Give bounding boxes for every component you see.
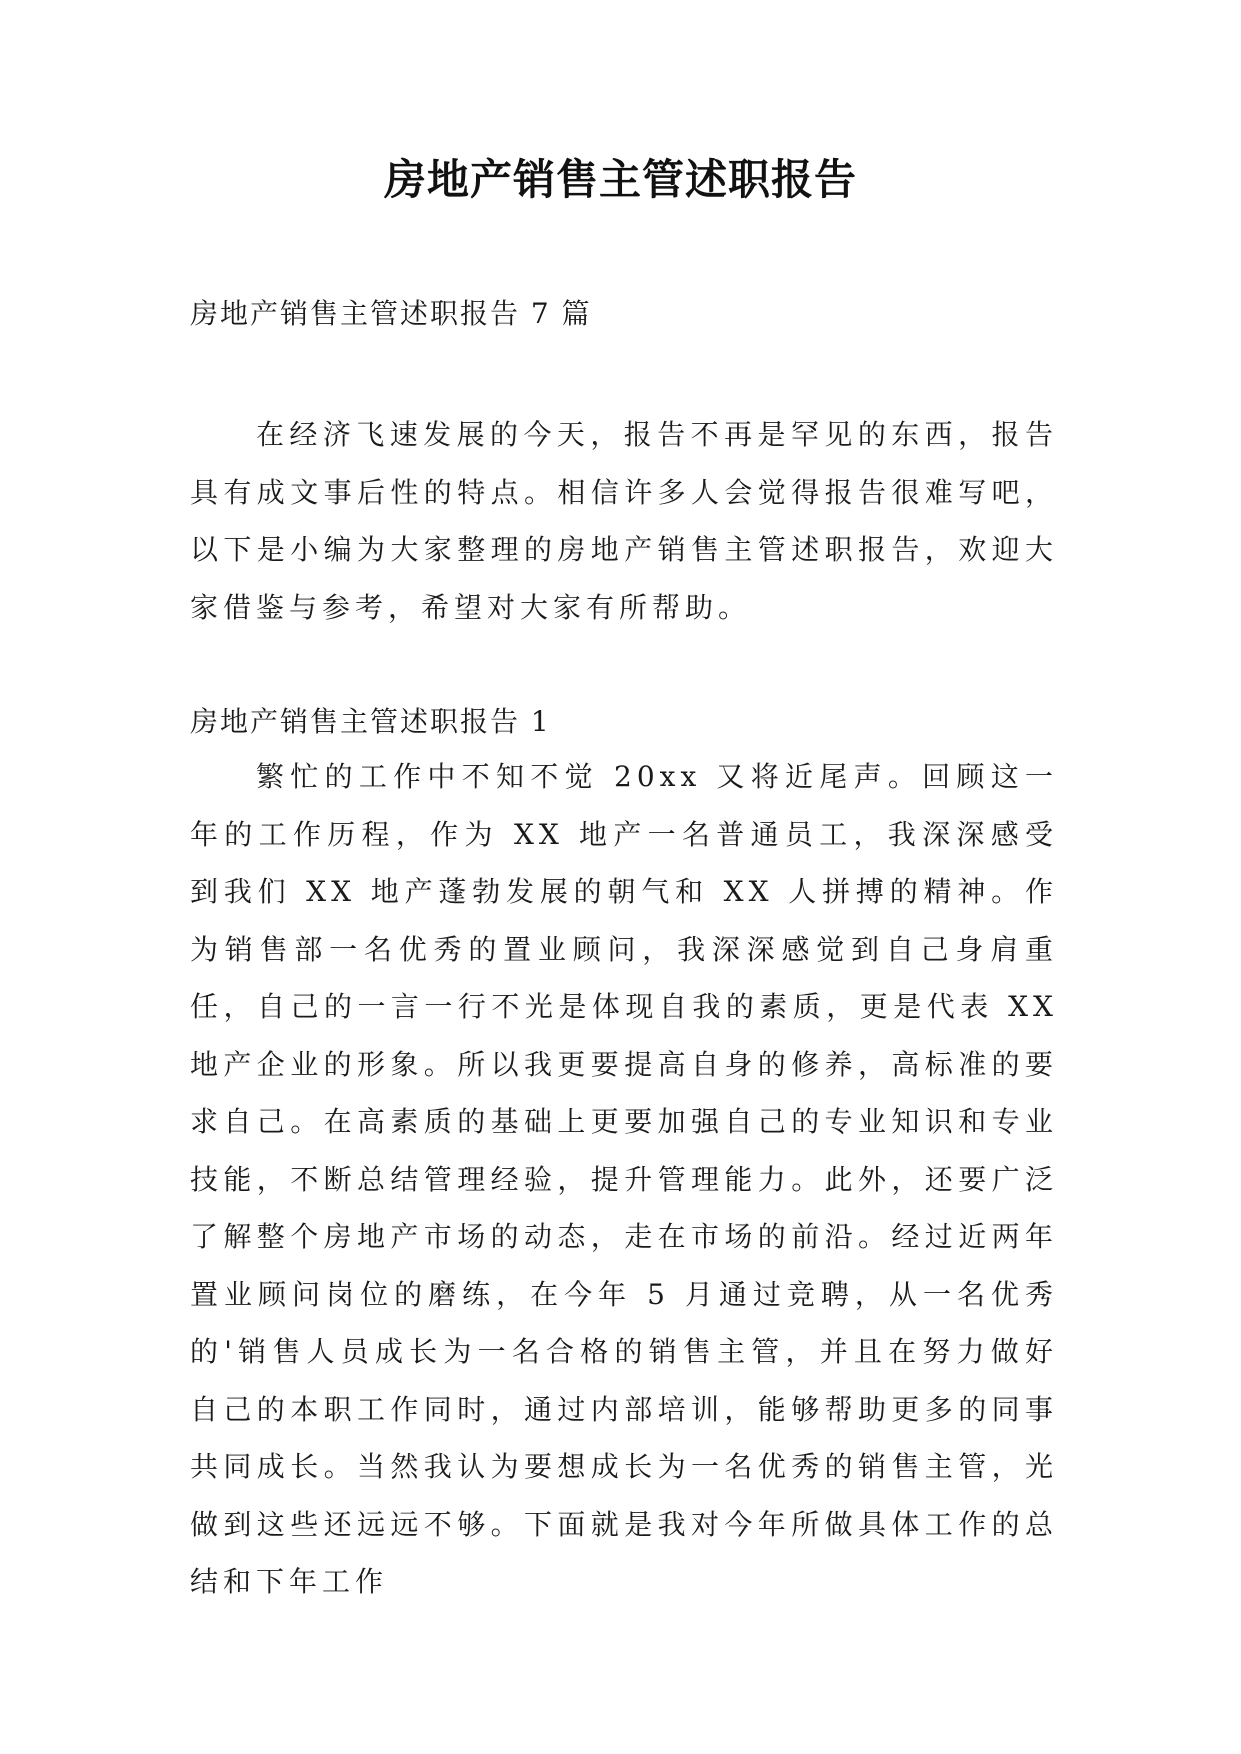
document-subtitle: 房地产销售主管述职报告 7 篇	[190, 297, 592, 330]
section-body-1: 繁忙的工作中不知不觉 20xx 又将近尾声。回顾这一年的工作历程，作为 XX 地产一名普通员工，我深深感受到我们 XX 地产蓬勃发展的朝气和 XX 人拼搏的精神。作为销售部一名优秀的置业顾问，我深深感觉到自己身肩重任，自己的一言一行不光是体现自我的素质，更是代表 XX 地产企业的形象。所以我更要提高自身的修养，高标准的要求自己。在高素质的基础上更要加强自己的专业知识和专业技能，不断总结管理经验，提升管理能力。此外，还要广泛了解整个房地产市场的动态，走在市场的前沿。经过近两年置业顾问岗位的磨练，在今年 5 月通过竞聘，从一名优秀的'销售人员成长为一名合格的销售主管，并且在努力做好自己的本职工作同时，通过内部培训，能够帮助更多的同事共同成长。当然我认为要想成长为一名优秀的销售主管，光做到这些还远远不够。下面就是我对今年所做具体工作的总结和下年工作	[190, 760, 1058, 1598]
section-heading-1: 房地产销售主管述职报告 1	[190, 705, 551, 738]
intro-paragraph: 在经济飞速发展的今天，报告不再是罕见的东西，报告具有成文事后性的特点。相信许多人会觉得报告很难写吧，以下是小编为大家整理的房地产销售主管述职报告，欢迎大家借鉴与参考，希望对大家有所帮助。	[190, 418, 1058, 624]
document-title: 房地产销售主管述职报告	[383, 155, 857, 204]
